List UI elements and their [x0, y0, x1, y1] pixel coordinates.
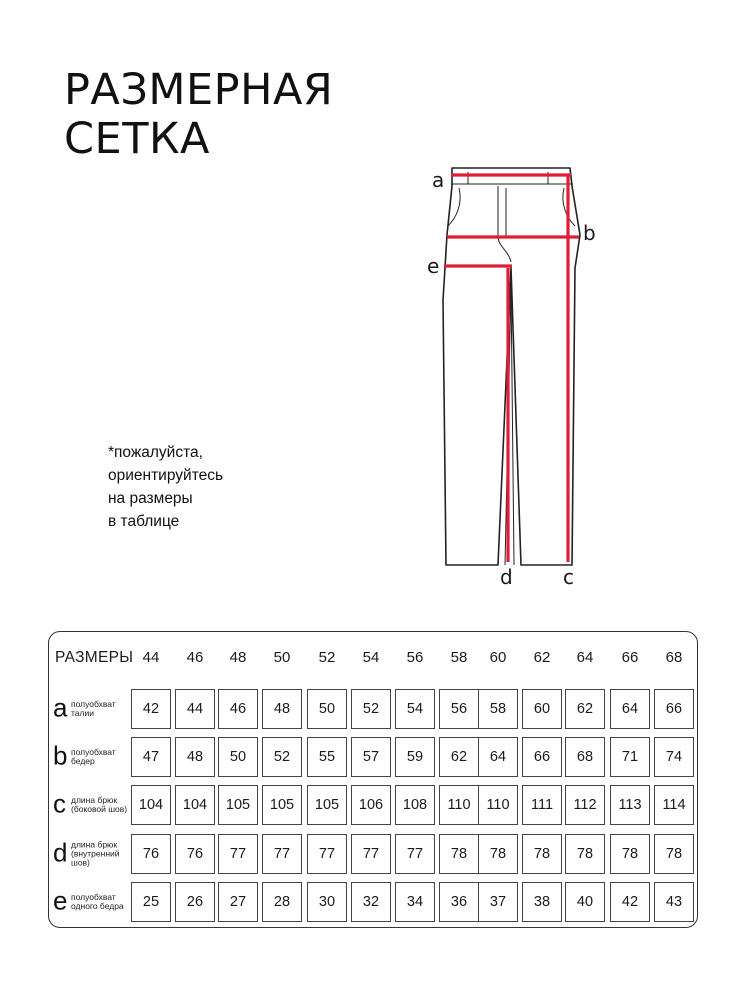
note-line-4: в таблице — [108, 513, 180, 530]
table-cell: 56 — [439, 689, 479, 729]
table-cell: 76 — [175, 834, 215, 874]
table-cell: 77 — [351, 834, 391, 874]
table-cell: 44 — [175, 689, 215, 729]
row-letter: e — [53, 885, 68, 916]
table-header-row — [49, 632, 697, 682]
table-cell: 110 — [478, 785, 518, 825]
row-letter: d — [53, 837, 68, 868]
table-cell: 74 — [654, 737, 694, 777]
trousers-diagram — [415, 150, 615, 590]
table-cell: 55 — [307, 737, 347, 777]
table-cell: 76 — [131, 834, 171, 874]
table-cell: 26 — [175, 882, 215, 922]
row-label — [53, 878, 127, 926]
table-cell: 38 — [522, 882, 562, 922]
table-cell: 27 — [218, 882, 258, 922]
table-cell: 62 — [565, 689, 605, 729]
table-cell: 48 — [262, 689, 302, 729]
size-note — [108, 441, 223, 533]
table-cell: 52 — [351, 689, 391, 729]
row-letter: c — [53, 788, 66, 819]
header-size: 54 — [362, 649, 380, 666]
table-cell: 42 — [131, 689, 171, 729]
table-cell: 43 — [654, 882, 694, 922]
table-cell: 48 — [175, 737, 215, 777]
trousers-outline — [443, 168, 580, 565]
table-cell: 77 — [395, 834, 435, 874]
table-cell: 36 — [439, 882, 479, 922]
table-cell: 32 — [351, 882, 391, 922]
table-cell: 78 — [439, 834, 479, 874]
table-cell: 71 — [610, 737, 650, 777]
header-size: 44 — [142, 649, 160, 666]
header-size: 52 — [318, 649, 336, 666]
header-size: 66 — [621, 649, 639, 666]
row-description: длина брюк (внутренний шов) — [71, 839, 120, 868]
table-row-b — [49, 733, 697, 781]
header-size: 58 — [450, 649, 468, 666]
table-cell: 25 — [131, 882, 171, 922]
table-cell: 46 — [218, 689, 258, 729]
row-letter: b — [53, 740, 68, 771]
table-cell: 111 — [522, 785, 562, 825]
header-size: 56 — [406, 649, 424, 666]
size-table — [48, 631, 698, 928]
table-cell: 58 — [478, 689, 518, 729]
row-description: полуобхват талии — [71, 699, 116, 718]
header-size: 50 — [273, 649, 291, 666]
row-description: полуобхват бедер — [71, 747, 116, 766]
header-size: 64 — [576, 649, 594, 666]
row-label — [53, 685, 127, 733]
table-cell: 78 — [522, 834, 562, 874]
row-label — [53, 733, 127, 781]
header-size: 46 — [186, 649, 204, 666]
table-cell: 30 — [307, 882, 347, 922]
table-cell: 77 — [307, 834, 347, 874]
label-d: d — [500, 565, 513, 589]
table-cell: 62 — [439, 737, 479, 777]
table-cell: 28 — [262, 882, 302, 922]
table-cell: 34 — [395, 882, 435, 922]
table-cell: 59 — [395, 737, 435, 777]
table-cell: 113 — [610, 785, 650, 825]
table-cell: 52 — [262, 737, 302, 777]
table-cell: 40 — [565, 882, 605, 922]
table-cell: 78 — [610, 834, 650, 874]
label-a: a — [432, 168, 445, 192]
table-cell: 77 — [262, 834, 302, 874]
label-b: b — [583, 221, 596, 245]
table-cell: 110 — [439, 785, 479, 825]
table-cell: 106 — [351, 785, 391, 825]
title-line-1: РАЗМЕРНАЯ — [64, 65, 334, 115]
table-cell: 78 — [654, 834, 694, 874]
note-line-3: на размеры — [108, 490, 193, 507]
table-cell: 66 — [654, 689, 694, 729]
table-cell: 114 — [654, 785, 694, 825]
table-row-d — [49, 830, 697, 878]
table-cell: 60 — [522, 689, 562, 729]
table-row-e — [49, 878, 697, 926]
row-description: длина брюк (боковой шов) — [71, 795, 128, 814]
table-cell: 112 — [565, 785, 605, 825]
table-cell: 104 — [175, 785, 215, 825]
table-cell: 37 — [478, 882, 518, 922]
label-e: e — [427, 254, 440, 278]
table-cell: 68 — [565, 737, 605, 777]
row-description: полуобхват одного бедра — [71, 892, 124, 911]
page-title — [64, 66, 333, 164]
row-letter: a — [53, 692, 68, 723]
table-row-c — [49, 781, 697, 829]
row-label — [53, 781, 127, 829]
label-c: c — [563, 565, 574, 589]
header-size: 48 — [229, 649, 247, 666]
note-line-1: *пожалуйста, — [108, 444, 203, 461]
table-cell: 50 — [218, 737, 258, 777]
table-cell: 64 — [610, 689, 650, 729]
table-cell: 66 — [522, 737, 562, 777]
row-label — [53, 830, 127, 878]
table-row-a — [49, 685, 697, 733]
table-cell: 108 — [395, 785, 435, 825]
table-cell: 42 — [610, 882, 650, 922]
table-cell: 105 — [218, 785, 258, 825]
note-line-2: ориентируйтесь — [108, 467, 224, 484]
header-size: 60 — [489, 649, 507, 666]
table-cell: 78 — [565, 834, 605, 874]
header-label: РАЗМЕРЫ — [55, 649, 134, 666]
title-line-2: СЕТКА — [64, 114, 210, 164]
table-cell: 64 — [478, 737, 518, 777]
header-size: 62 — [533, 649, 551, 666]
table-cell: 77 — [218, 834, 258, 874]
table-cell: 47 — [131, 737, 171, 777]
table-cell: 104 — [131, 785, 171, 825]
table-cell: 105 — [307, 785, 347, 825]
table-cell: 50 — [307, 689, 347, 729]
table-cell: 54 — [395, 689, 435, 729]
table-cell: 78 — [478, 834, 518, 874]
table-cell: 105 — [262, 785, 302, 825]
header-size: 68 — [665, 649, 683, 666]
table-cell: 57 — [351, 737, 391, 777]
